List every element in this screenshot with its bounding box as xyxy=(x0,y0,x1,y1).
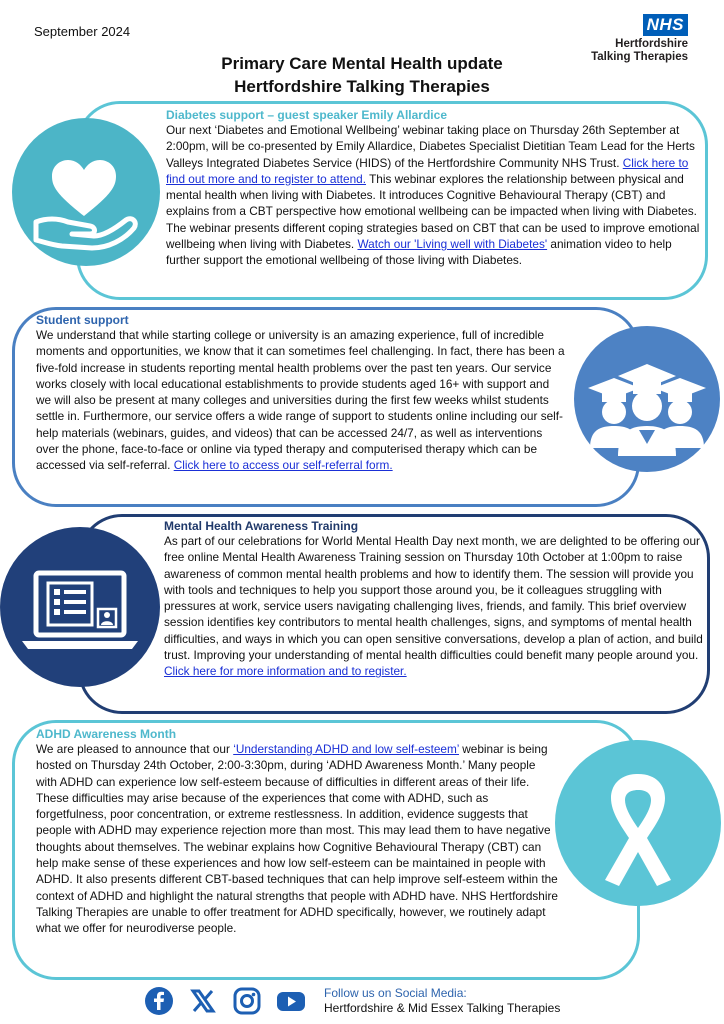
ribbon-icon xyxy=(555,740,721,906)
follow-label: Follow us on Social Media: xyxy=(324,986,467,1000)
diabetes-body: Our next ‘Diabetes and Emotional Wellbeing’ webinar taking place on Thursday 26th September at 2:00pm, will be co-presented by Emily Allardice, Diabetes Specialist Dietitian Team Lead for the Herts Valleys Integrated Diabetes Service (HIDS) of the Hertfordshire Community NHS Trust. Click here to find out more and to register to attend. This webinar explores the relationship between physical and mental health when living with Diabetes. It introduces Cognitive Behavioural Therapy (CBT) and explains from a CBT perspective how emotional wellbeing can be impacted when living with Diabetes. The webinar presents different coping strategies based on CBT that can be used to improve emotional wellbeing when living with Diabetes. Watch our 'Living well with Diabetes' animation video to help further support the emotional wellbeing of those living with Diabetes. xyxy=(166,123,700,268)
training-register-link[interactable]: Click here for more information and to register. xyxy=(164,664,407,679)
nhs-logo-org: Hertfordshire Talking Therapies xyxy=(591,38,688,63)
training-section xyxy=(164,519,704,680)
adhd-webinar-link[interactable]: ‘Understanding ADHD and low self-esteem’ xyxy=(233,742,459,756)
adhd-section xyxy=(36,727,558,937)
self-referral-link[interactable]: Click here to access our self-referral form. xyxy=(173,458,393,473)
instagram-icon[interactable] xyxy=(232,986,262,1016)
nhs-logo-mark: NHS xyxy=(643,14,688,36)
training-body: As part of our celebrations for World Mental Health Day next month, we are delighted to be offering our free online Mental Health Awareness Training session on Thursday 10th October at 1:00pm to raise awareness of common mental health problems and how to identify them. The session will provide you with tools and techniques to help you support those around you, be it colleagues struggling with pressures at work, service users navigating challenging lives, friends, and family. This brief overview session identifies key contributors to mental health challenges, signs, and symptoms of mental health difficulties, and ways in which you can open sensitive conversations, develop a plan of action, and build trust. Improving your understanding of mental health difficulties could benefit many people around you. Click here for more information and to register. xyxy=(164,534,703,679)
diabetes-section xyxy=(166,108,702,269)
social-follow-text xyxy=(324,986,560,1016)
page-title: Primary Care Mental Health update xyxy=(221,54,503,73)
adhd-heading: ADHD Awareness Month xyxy=(36,727,177,741)
graduates-icon xyxy=(574,326,720,472)
student-body: We understand that while starting college or university is an amazing experience, full of incredible moments and opportunities, we know that it can sometimes feel challenging. In fact, there has been a five-fold increase in students reporting mental health problems over the past ten years. Our service works closely with local educational establishments to provide students aged 16+ with support and we will also be present at many colleges and universities during the first few weeks whilst students settle in. Furthermore, our service offers a wide range of support to students online including our self-help materials (webinars, guides, and videos) that can be accessed 24/7, as well as interventions over the phone, face-to-face or online via typed therapy and computerised therapy which can be accessed via self-referral. Click here to access our self-referral form. xyxy=(36,328,565,473)
adhd-body: We are pleased to announce that our ‘Understanding ADHD and low self-esteem’ webinar is being hosted on Thursday 24th October, 2:00-3:30pm, during ‘ADHD Awareness Month.’ Many people with ADHD can experience low self-esteem because of difficulties in different areas of their life. These difficulties may arise because of the experiences that come with ADHD, such as forgetfulness, poor concentration, or extreme restlessness. In addition, evidence suggests that people with ADHD may experience rejection more than most. This may lead them to have negative thoughts about themselves. The webinar explains how Cognitive Behavioural Therapy (CBT) can help make sense of these experiences and how low self-esteem can be maintained in people with ADHD. It also presents different CBT-based techniques that can help improve self-esteem within the context of ADHD and highlight the natural strengths that people with ADHD have. NHS Hertfordshire Talking Therapies are unable to offer treatment for ADHD specifically, however, we routinely adapt what we offer for neurodiverse people. xyxy=(36,742,558,936)
social-icons xyxy=(144,986,306,1016)
diabetes-heading: Diabetes support – guest speaker Emily Allardice xyxy=(166,108,447,122)
student-heading: Student support xyxy=(36,313,129,327)
facebook-icon[interactable] xyxy=(144,986,174,1016)
heart-hand-icon xyxy=(12,118,160,266)
laptop-icon xyxy=(0,527,160,687)
youtube-icon[interactable] xyxy=(276,986,306,1016)
student-section xyxy=(36,313,566,474)
follow-org: Hertfordshire & Mid Essex Talking Therapies xyxy=(324,1001,561,1015)
diabetes-register-link[interactable]: Click here to find out more and to register to attend. xyxy=(166,155,689,186)
training-heading: Mental Health Awareness Training xyxy=(164,519,359,533)
page-subtitle: Hertfordshire Talking Therapies xyxy=(234,77,490,96)
issue-date: September 2024 xyxy=(34,24,131,39)
x-icon[interactable] xyxy=(188,986,218,1016)
diabetes-video-link[interactable]: Watch our 'Living well with Diabetes' xyxy=(357,237,548,252)
